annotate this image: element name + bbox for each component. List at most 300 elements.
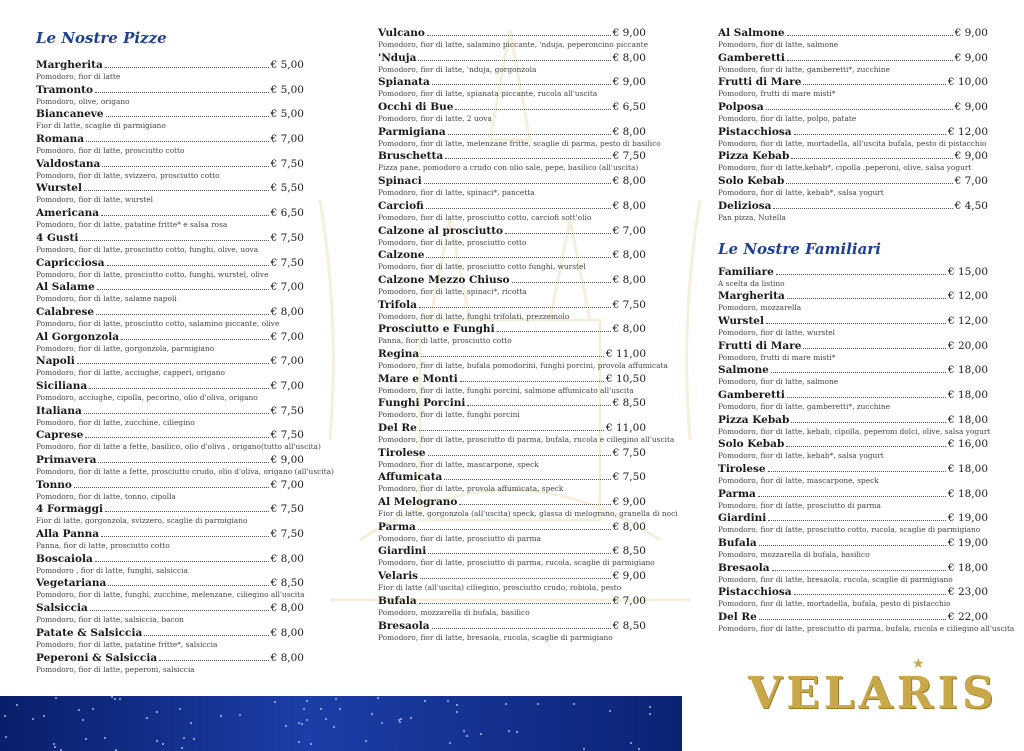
menu-item	[36, 231, 304, 256]
sparkle-dot	[480, 733, 482, 735]
dotted-leader	[107, 256, 269, 266]
menu-item	[36, 626, 304, 651]
sparkle-dot	[301, 723, 303, 725]
menu-item-row	[378, 248, 646, 262]
menu-item	[378, 199, 646, 224]
menu-item-name: Pizza Kebab	[718, 150, 790, 163]
sparkle-dot	[239, 714, 241, 716]
menu-item-row	[718, 149, 988, 163]
menu-item	[718, 75, 988, 100]
menu-item-name: Valdostana	[36, 157, 101, 170]
sparkle-dot	[179, 708, 181, 710]
menu-item	[36, 181, 304, 206]
menu-item	[378, 322, 646, 347]
menu-item-row	[718, 314, 988, 328]
sparkle-dot	[456, 711, 458, 713]
menu-item-row	[718, 413, 988, 427]
menu-item-price: € 8,00	[270, 602, 304, 615]
menu-item-price: € 12,00	[947, 125, 988, 138]
menu-item-name: Familiare	[718, 265, 774, 278]
menu-item-price: € 6,50	[612, 101, 646, 114]
menu-item-row	[378, 125, 646, 139]
sparkle-dot	[111, 696, 113, 698]
menu-item-description: A scelta da listino	[718, 278, 785, 288]
dotted-leader	[771, 363, 946, 373]
dotted-leader	[106, 107, 269, 117]
menu-item-name: Al Salmone	[718, 27, 785, 39]
menu-item	[36, 601, 304, 626]
menu-item-description: Pomodoro, fior di latte, salame napoli	[36, 294, 177, 304]
menu-item-description: Pomodoro, fior di latte, acciughe, capperi, origano	[36, 368, 225, 378]
sparkle-dot	[306, 719, 308, 721]
menu-item-row	[718, 339, 988, 353]
sparkle-dot	[505, 703, 507, 705]
menu-item-description: Pomodoro, fior di latte, prosciutto cotto funghi, wurstel	[378, 262, 586, 272]
menu-item-name: Al Gorgonzola	[36, 330, 120, 343]
dotted-leader	[84, 404, 269, 414]
sparkle-dot	[5, 736, 7, 738]
menu-item-name: Occhi di Bue	[378, 101, 454, 114]
sparkle-dot	[78, 709, 80, 711]
sparkle-dot	[410, 717, 412, 719]
menu-item	[718, 339, 988, 364]
dotted-leader	[467, 396, 610, 406]
menu-item-description: Pomodoro, fior di latte, bufala pomodorini, funghi porcini, provola affumicata	[378, 360, 668, 370]
menu-item-row	[378, 594, 646, 608]
menu-item-row	[378, 322, 646, 336]
menu-item-price: € 19,00	[947, 537, 988, 550]
menu-item-description: Pomodoro, fior di latte, prosciutto cotto, salamino piccante, olive	[36, 318, 280, 328]
menu-item-row	[718, 511, 988, 525]
sparkle-dot	[516, 731, 518, 733]
dotted-leader	[420, 569, 611, 579]
menu-item-row	[378, 520, 646, 534]
dotted-leader	[497, 322, 611, 332]
menu-item-row	[378, 199, 646, 213]
menu-item-price: € 9,00	[954, 51, 988, 64]
dotted-leader	[101, 206, 269, 216]
dotted-leader	[794, 585, 946, 595]
dotted-leader	[418, 51, 610, 61]
menu-item-price: € 8,00	[270, 651, 304, 664]
dotted-leader	[459, 495, 610, 505]
menu-item-name: Affumicata	[378, 471, 443, 484]
dotted-leader	[786, 437, 946, 447]
menu-item-description: Pomodoro, fior di latte, wurstel	[718, 327, 836, 337]
menu-item-row	[36, 280, 304, 294]
menu-item-name: Napoli	[36, 355, 75, 368]
menu-item-description: Pomodoro, fior di latte,kebab*, cipolla ,peperoni, olive, salsa yogurt	[718, 163, 972, 173]
menu-item-description: Pomodoro, fior di latte, prosciutto cotto	[36, 146, 185, 156]
menu-item	[378, 125, 661, 150]
sparkle-dot	[298, 741, 300, 743]
dotted-leader	[426, 248, 610, 258]
menu-item-description: Pomodoro, fior di latte	[36, 72, 121, 81]
menu-item-description: Pomodoro, fior di latte, prosciutto di parma, bufala, rucola e ciliegino all'uscita	[718, 624, 1015, 634]
sparkle-dot	[181, 747, 183, 749]
menu-item-description: Pomodoro, fior di latte, prosciutto cotto, rucola, scaglie di parmigiano	[718, 525, 981, 535]
menu-item-price: € 8,50	[612, 545, 646, 558]
dotted-leader	[432, 75, 611, 85]
menu-item-name: Velaris	[378, 570, 419, 583]
menu-item-price: € 6,50	[270, 207, 304, 220]
menu-item-row	[378, 100, 646, 114]
dotted-leader	[787, 26, 953, 36]
sparkle-dot	[583, 748, 585, 750]
menu-item-name: Salmone	[718, 364, 769, 377]
menu-item-price: € 8,00	[612, 51, 646, 64]
menu-item-row	[378, 619, 646, 633]
menu-item-row	[36, 379, 304, 393]
menu-item-description: Pomodoro, fior di latte, wurstel	[36, 195, 154, 205]
menu-item-price: € 7,50	[270, 231, 304, 244]
menu-item-name: Tonno	[36, 478, 72, 491]
menu-item	[378, 273, 646, 298]
section-title-pizze: Le Nostre Pizze	[36, 29, 167, 47]
menu-item-price: € 7,50	[270, 528, 304, 541]
menu-item-description: Pomodoro, fior di latte, spinaci*, ricotta	[378, 286, 527, 296]
menu-item-price: € 7,00	[270, 478, 304, 491]
menu-item	[718, 51, 988, 76]
menu-item-price: € 7,00	[270, 281, 304, 294]
sparkle-dot	[162, 743, 164, 745]
menu-item-name: Pizza Kebab	[718, 413, 790, 426]
dotted-leader	[105, 58, 269, 68]
menu-item	[378, 396, 646, 421]
menu-item-price: € 20,00	[947, 339, 988, 352]
menu-item-price: € 7,00	[954, 175, 988, 188]
menu-item-price: € 16,00	[947, 438, 988, 451]
dotted-leader	[512, 273, 611, 283]
dotted-leader	[108, 576, 268, 586]
menu-item-name: Al Melograno	[378, 496, 458, 509]
menu-item-price: € 22,00	[947, 611, 988, 624]
menu-item-name: Wurstel	[718, 314, 764, 327]
menu-item-description: Pomodoro, acciughe, cipolla, pecorino, olio d'oliva, origano	[36, 392, 258, 402]
dotted-leader	[419, 298, 611, 308]
menu-item-name: Boscaiola	[36, 552, 93, 565]
menu-item-price: € 7,00	[270, 355, 304, 368]
dotted-leader	[90, 601, 269, 611]
menu-item-name: Frutti di Mare	[718, 76, 802, 89]
menu-item-name: Bresaola	[718, 561, 770, 574]
menu-item-row	[718, 125, 988, 139]
pizze-column-3	[718, 26, 1015, 635]
menu-item-description: Pomodoro, fior di latte, mascarpone, speck	[378, 459, 539, 469]
menu-item-name: 4 Formaggi	[36, 503, 103, 516]
dotted-leader	[759, 610, 946, 620]
menu-item-name: Gamberetti	[718, 51, 785, 64]
menu-item-description: Pomodoro, fior di latte, prosciutto di parma, rucola, scaglie di parmigiano	[378, 558, 655, 568]
menu-item-price: € 18,00	[947, 388, 988, 401]
menu-item-price: € 7,00	[612, 224, 646, 237]
menu-item-price: € 9,00	[954, 150, 988, 163]
menu-item-row	[36, 404, 304, 418]
menu-item-row	[36, 478, 304, 492]
dotted-leader	[428, 446, 611, 456]
dotted-leader	[424, 174, 611, 184]
menu-item-row	[36, 527, 304, 541]
dotted-leader	[101, 527, 269, 537]
menu-item	[36, 428, 321, 453]
menu-item-name: Italiana	[36, 404, 82, 417]
menu-item-description: Pomodoro, fior di latte, provola affumicata, speck	[378, 484, 564, 494]
menu-item	[36, 206, 304, 231]
menu-item	[718, 585, 988, 610]
menu-item-row	[718, 610, 988, 624]
menu-item	[378, 224, 646, 249]
dotted-leader	[74, 478, 269, 488]
menu-item-price: € 18,00	[947, 364, 988, 377]
dotted-leader	[418, 520, 611, 530]
sparkle-dot	[381, 722, 383, 724]
dotted-leader	[427, 26, 611, 36]
menu-item-price: € 8,00	[612, 125, 646, 138]
menu-item-description: Pomodoro, fior di latte, funghi porcini	[378, 410, 520, 420]
dotted-leader	[758, 487, 946, 497]
menu-item-description: Pomodoro, fior di latte, 'nduja, gorgonzola	[378, 64, 537, 74]
menu-item-price: € 9,00	[612, 76, 646, 89]
dotted-leader	[89, 379, 268, 389]
sparkle-dot	[424, 700, 426, 702]
sparkle-dot	[377, 697, 379, 699]
menu-item-row	[718, 100, 988, 114]
menu-item-description: Pomodoro, mozzarella	[718, 303, 802, 313]
dotted-leader	[786, 174, 952, 184]
sparkle-dot	[649, 713, 651, 715]
menu-item-price: € 4,50	[954, 199, 988, 212]
menu-item-price: € 8,00	[612, 520, 646, 533]
menu-item	[36, 280, 304, 305]
menu-item	[718, 314, 988, 339]
menu-item-price: € 8,00	[270, 626, 304, 639]
menu-item-price: € 18,00	[947, 413, 988, 426]
menu-item-description: Pan pizza, Nutella	[718, 212, 786, 222]
sparkle-dot	[285, 725, 287, 727]
sparkle-dot	[54, 746, 56, 748]
menu-item-price: € 7,00	[270, 330, 304, 343]
menu-item	[36, 502, 304, 527]
dotted-leader	[421, 347, 604, 357]
menu-item-description: Pomodoro, fior di latte, mortadella, bufala, pesto di pistacchio	[718, 599, 951, 609]
sparkle-dot	[630, 742, 632, 744]
menu-item-name: Margherita	[36, 59, 103, 71]
menu-item-row	[718, 26, 988, 40]
sparkle-dot	[183, 737, 185, 739]
menu-item-description: Pomodoro, fior di latte, zucchine, ciliegino	[36, 417, 195, 427]
menu-item-name: Giardini	[378, 545, 427, 558]
menu-item-description: Pomodoro, fior di latte, kebab, cipolla, peperoni dolci, olive, salsa yogurt	[718, 426, 991, 436]
menu-item-price: € 18,00	[947, 463, 988, 475]
menu-item-row	[718, 265, 988, 279]
dotted-leader	[787, 289, 946, 299]
dotted-leader	[159, 651, 268, 661]
menu-item	[378, 544, 655, 569]
menu-item-price: € 7,00	[612, 594, 646, 607]
dotted-leader	[759, 536, 946, 546]
menu-item-price: € 7,50	[270, 157, 304, 170]
sparkle-dot	[220, 715, 222, 717]
sparkle-dot	[400, 718, 402, 720]
dotted-leader	[84, 181, 269, 191]
sparkle-dot	[306, 700, 308, 702]
menu-item-name: Calzone Mezzo Chiuso	[378, 273, 510, 286]
menu-item	[378, 372, 646, 397]
menu-item	[36, 58, 304, 83]
menu-item-price: € 9,00	[954, 101, 988, 114]
pizze-column-2	[378, 26, 678, 643]
menu-item-row	[378, 446, 646, 460]
menu-item-row	[36, 552, 304, 566]
menu-item-description: Pomodoro, fior di latte, salamino piccante, 'nduja, peperoncino piccante	[378, 40, 648, 49]
menu-item-description: Pomodoro, frutti di mare misti*	[718, 352, 836, 362]
menu-item-name: Romana	[36, 133, 85, 146]
menu-item	[378, 594, 646, 619]
menu-item-row	[718, 487, 988, 501]
sparkle-dot	[274, 701, 276, 703]
menu-item-name: Margherita	[718, 290, 785, 303]
dotted-leader	[791, 149, 952, 159]
sparkle-dot	[339, 708, 341, 710]
menu-item	[378, 174, 646, 199]
menu-item-price: € 7,00	[270, 379, 304, 392]
menu-item	[36, 651, 304, 676]
menu-item-row	[718, 363, 988, 377]
menu-item-row	[378, 51, 646, 65]
menu-item-description: Fior di latte, gorgonzola, svizzero, scaglie di parmigiano	[36, 516, 248, 526]
menu-item	[718, 363, 988, 388]
menu-item-row	[718, 174, 988, 188]
menu-item-row	[36, 601, 304, 615]
menu-item-description: Pomodoro, fior di latte, melenzane fritte, scaglie di parma, pesto di basilico	[378, 138, 661, 148]
menu-item	[718, 437, 988, 462]
brand-logo: VELARIS	[748, 668, 998, 719]
sparkle-dot	[399, 721, 401, 723]
sparkle-dot	[16, 704, 18, 706]
menu-item-price: € 5,00	[270, 83, 304, 96]
menu-item-description: Pomodoro, fior di latte, funghi, zucchine, melenzane, ciliegino all'uscita	[36, 590, 305, 600]
menu-item-row	[718, 51, 988, 65]
menu-item-row	[378, 396, 646, 410]
menu-item-name: Solo Kebab	[718, 438, 785, 451]
menu-item-row	[36, 256, 304, 270]
menu-item-description: Pomodoro, fior di latte, salmone	[718, 377, 839, 387]
menu-item-description: Pomodoro, fior di latte, gorgonzola, parmigiano	[36, 343, 215, 353]
menu-item-name: Siciliana	[36, 379, 88, 392]
sparkle-dot	[114, 698, 116, 700]
menu-item-price: € 8,50	[612, 397, 646, 410]
menu-item-row	[36, 576, 304, 590]
menu-item-name: Capricciosa	[36, 256, 105, 269]
menu-item-description: Pomodoro, fior di latte, peperoni, salsiccia	[36, 664, 195, 674]
menu-item-description: Pomodoro, fior di latte, patatine fritte*, salsiccia	[36, 639, 218, 649]
menu-item	[718, 100, 988, 125]
menu-item	[378, 495, 678, 520]
menu-item-row	[36, 206, 304, 220]
dotted-leader	[95, 83, 269, 93]
menu-list-pizze	[36, 58, 334, 675]
menu-item-name: Tirolese	[718, 463, 766, 475]
menu-item-name: Tirolese	[378, 446, 426, 459]
menu-item-price: € 12,00	[947, 314, 988, 327]
menu-item-price: € 7,50	[612, 150, 646, 163]
sparkle-dot	[298, 722, 300, 724]
section-title-familiari: Le Nostre Familiari	[718, 239, 881, 258]
dotted-leader	[787, 51, 953, 61]
menu-item-name: Spinaci	[378, 175, 422, 188]
menu-item-description: Pomodoro, mozzarella di bufala, basilico	[718, 550, 870, 560]
dotted-leader	[419, 594, 611, 604]
menu-item	[36, 305, 304, 330]
sparkle-dot	[447, 700, 449, 702]
dotted-leader	[419, 421, 604, 431]
menu-item-name: Parmigiana	[378, 125, 446, 138]
menu-item-name: Calabrese	[36, 305, 95, 318]
menu-item-description: Panna, fior di latte, prosciutto cotto	[378, 336, 512, 346]
menu-item-description: Pomodoro, fior di latte, tonno, cipolla	[36, 491, 176, 501]
menu-item	[36, 107, 304, 132]
menu-item-description: Pomodoro, fior di latte, funghi porcini, salmone affumicato all'uscita	[378, 385, 634, 395]
menu-item-description: Pomodoro, fior di latte, salsiccia, bacon	[36, 615, 184, 625]
menu-item-description: Pomodoro, fior di latte, mortadella, all'uscita bufala, pesto di pistacchio	[718, 138, 987, 148]
menu-item-price: € 8,00	[612, 199, 646, 212]
sparkle-dot	[449, 742, 451, 744]
menu-item-description: Pomodoro, fior di latte a fette, basilico, olio d'oliva , origano(tutto all'uscita)	[36, 442, 321, 452]
menu-item	[718, 125, 988, 150]
menu-item	[378, 569, 646, 594]
sparkle-dot	[119, 698, 121, 700]
menu-item-price: € 18,00	[947, 561, 988, 574]
sparkle-dot	[463, 730, 465, 732]
menu-item-name: Funghi Porcini	[378, 397, 466, 410]
pizze-column-1	[36, 28, 334, 675]
menu-item	[718, 174, 988, 199]
menu-item-price: € 8,00	[612, 175, 646, 188]
menu-item	[36, 330, 304, 355]
menu-item-name: Spianata	[378, 76, 430, 89]
menu-item-name: Patate & Salsiccia	[36, 626, 143, 639]
menu-item-name: Calzone al prosciutto	[378, 224, 504, 237]
menu-item-name: Bufala	[718, 537, 757, 550]
menu-item-price: € 8,00	[612, 249, 646, 262]
menu-item-price: € 8,00	[270, 305, 304, 318]
menu-item-price: € 7,50	[270, 429, 304, 442]
sparkle-dot	[371, 713, 373, 715]
sparkle-dot	[456, 704, 458, 706]
menu-item-price: € 7,50	[270, 404, 304, 417]
menu-item-row	[378, 347, 646, 361]
sparkle-dot	[303, 708, 305, 710]
menu-item-description: Pomodoro, fior di latte, prosciutto cotto, funghi, wurstel, olive	[36, 269, 269, 279]
menu-item-row	[36, 453, 304, 467]
menu-item-name: Tramonto	[36, 83, 93, 96]
menu-item	[718, 265, 988, 290]
menu-item-row	[718, 536, 988, 550]
sparkle-dot	[508, 730, 510, 732]
dotted-leader	[80, 231, 268, 241]
dotted-leader	[96, 305, 268, 315]
menu-item-description: Pomodoro, fior di latte, kebab*, salsa yogurt	[718, 451, 884, 461]
menu-item-row	[378, 544, 646, 558]
menu-item-name: Americana	[36, 207, 100, 220]
menu-item-name: Polposa	[718, 101, 764, 114]
sparkle-dot	[43, 715, 45, 717]
menu-item-price: € 5,00	[270, 108, 304, 121]
menu-item-description: Pomodoro, fior di latte, salmone	[718, 40, 839, 49]
dotted-leader	[772, 561, 946, 571]
menu-item-name: Peperoni & Salsiccia	[36, 651, 158, 664]
menu-item-description: Pomodoro, mozzarella di bufala, basilico	[378, 607, 530, 617]
